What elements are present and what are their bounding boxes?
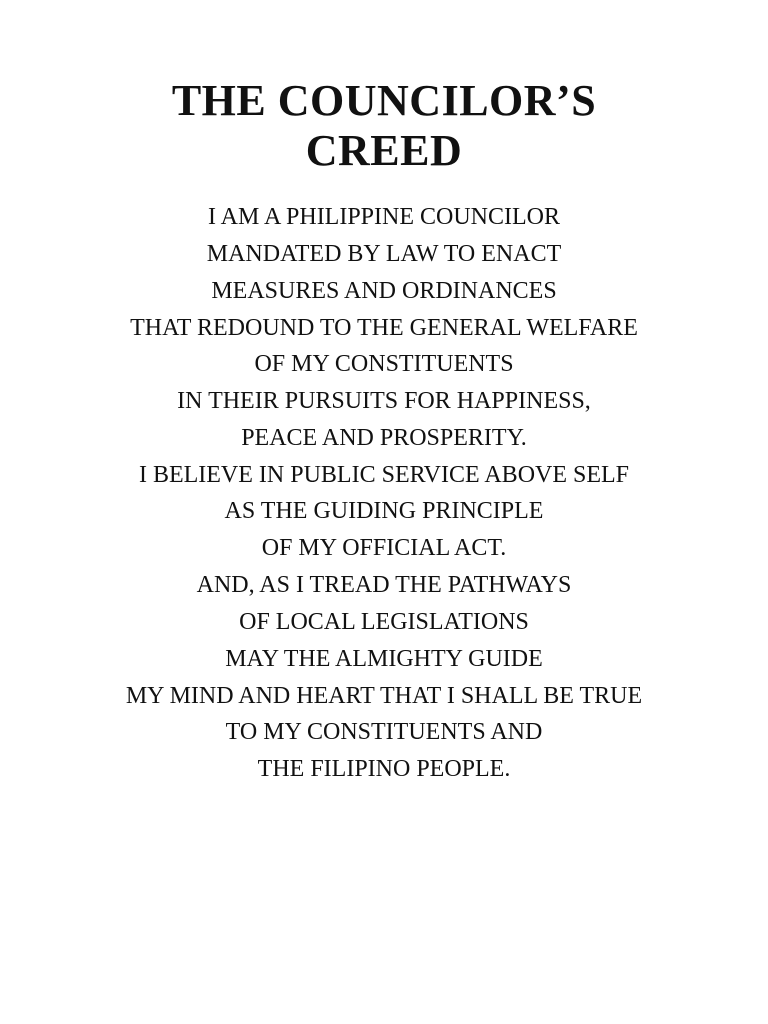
creed-line: OF LOCAL LEGISLATIONS: [239, 609, 529, 635]
creed-line: MANDATED BY LAW TO ENACT: [206, 241, 562, 267]
creed-line: TO MY CONSTITUENTS AND: [225, 719, 543, 745]
creed-line: MAY THE ALMIGHTY GUIDE: [225, 646, 543, 672]
creed-line: AND, AS I TREAD THE PATHWAYS: [196, 572, 572, 598]
creed-line: OF MY CONSTITUENTS: [254, 351, 514, 377]
creed-line: OF MY OFFICIAL ACT.: [261, 535, 507, 561]
creed-line: PEACE AND PROSPERITY.: [241, 425, 527, 451]
page-title: [84, 76, 684, 176]
creed-text: [84, 204, 684, 793]
creed-line: I AM A PHILIPPINE COUNCILOR: [207, 204, 561, 230]
creed-line: MY MIND AND HEART THAT I SHALL BE TRUE: [125, 683, 643, 709]
page-title-line-1: THE COUNCILOR’S: [171, 76, 597, 125]
creed-line: MEASURES AND ORDINANCES: [211, 278, 557, 304]
creed-line: IN THEIR PURSUITS FOR HAPPINESS,: [177, 388, 591, 414]
creed-line: THE FILIPINO PEOPLE.: [257, 756, 511, 782]
page-title-line-2: CREED: [305, 126, 463, 175]
creed-line: THAT REDOUND TO THE GENERAL WELFARE: [130, 315, 638, 341]
creed-line: AS THE GUIDING PRINCIPLE: [224, 498, 544, 524]
creed-line: I BELIEVE IN PUBLIC SERVICE ABOVE SELF: [138, 462, 630, 488]
